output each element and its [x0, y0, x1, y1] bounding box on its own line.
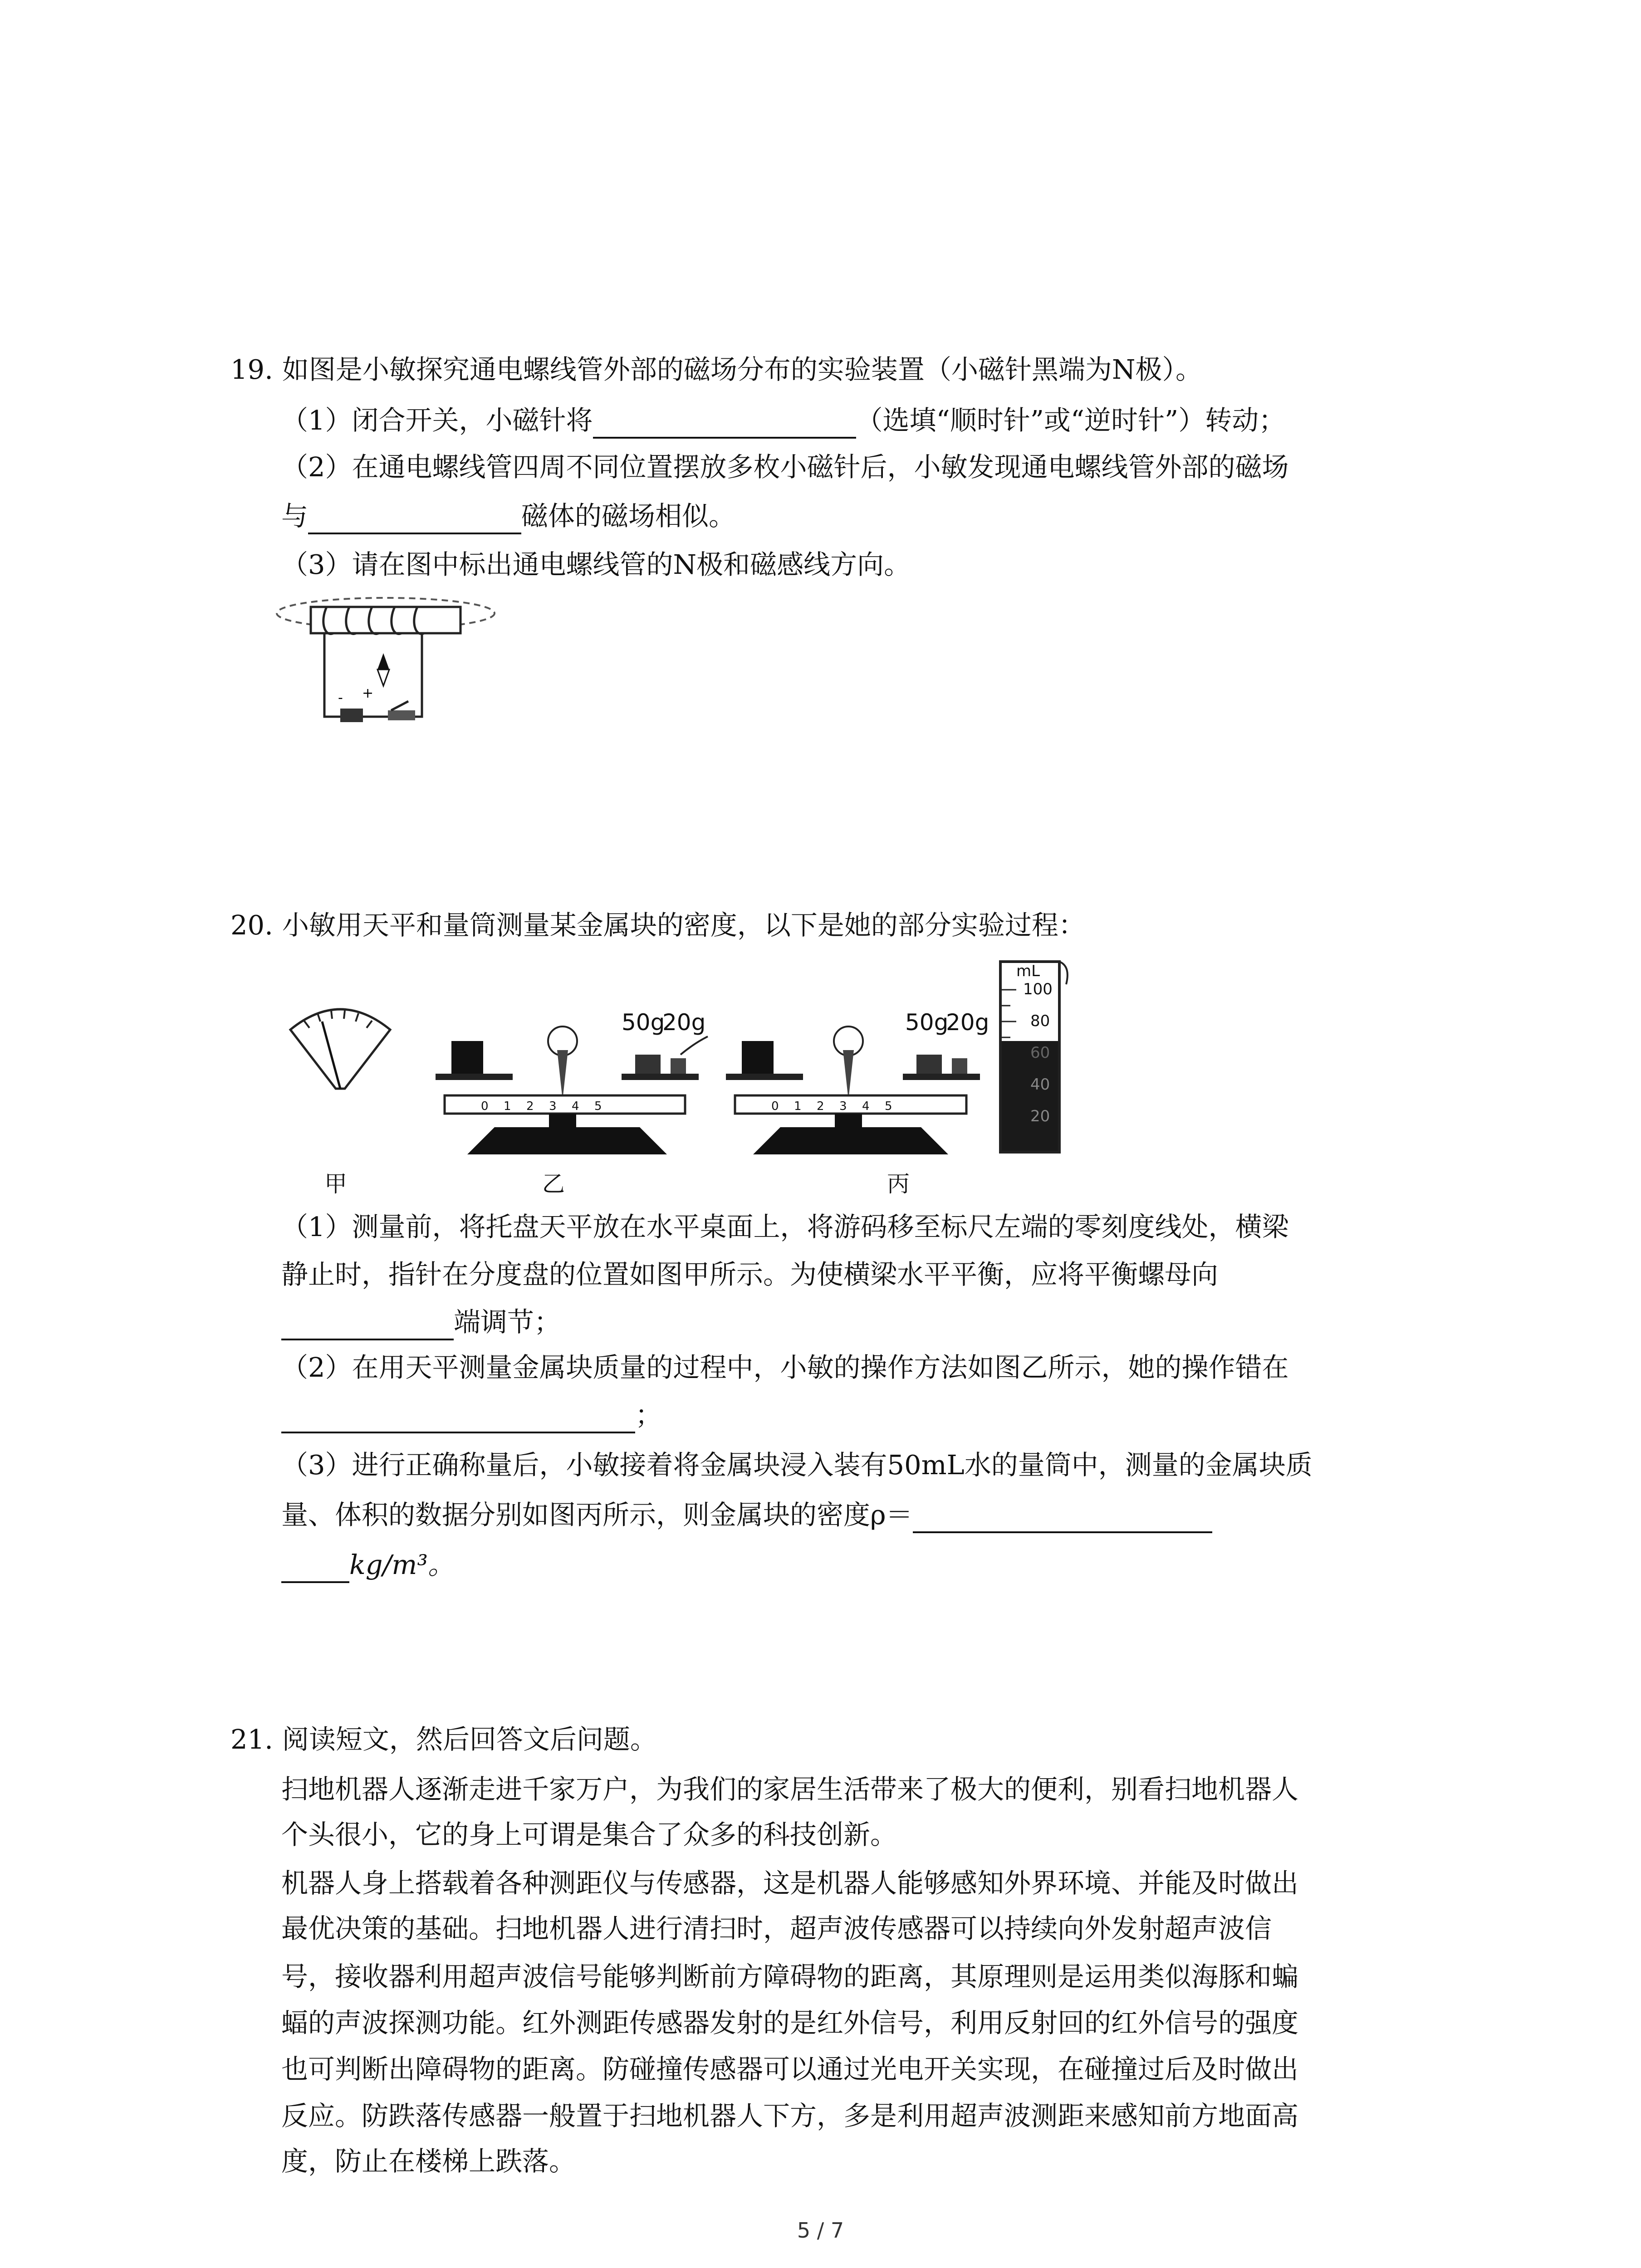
q20-part1-line3 — [281, 1304, 561, 1340]
q20-weight-50g-label-bing: 50g — [905, 1009, 949, 1036]
svg-text:40: 40 — [1030, 1075, 1050, 1094]
cylinder-unit: mL — [1016, 962, 1040, 980]
q20-weight-20g-label-yi: 20g — [662, 1009, 706, 1036]
weight-20g — [671, 1058, 686, 1074]
q19-part1-blank[interactable] — [593, 410, 856, 439]
q21-number: 21. — [230, 1724, 273, 1755]
svg-text:80: 80 — [1030, 1012, 1050, 1030]
q20-graduated-cylinder — [991, 957, 1073, 1157]
svg-text:1: 1 — [504, 1100, 511, 1113]
q20-part1-text-c: 端调节； — [454, 1306, 561, 1338]
q20-part2-line1 — [281, 1349, 1289, 1386]
q20-part3-line1 — [281, 1447, 1313, 1483]
q19-part3-text: （3）请在图中标出通电螺线管的N极和磁感线方向。 — [281, 549, 911, 580]
q19-part1-options: （选填“顺时针”或“逆时针”）转动； — [856, 405, 1286, 436]
q21-line: 个头很小，它的身上可谓是集合了众多的科技创新。 — [281, 1819, 897, 1850]
svg-text:4: 4 — [862, 1100, 870, 1113]
left-pan-object — [451, 1041, 483, 1074]
q20-label-yi: 乙 — [542, 1171, 565, 1197]
q20-weight-20g-label-bing: 20g — [946, 1009, 989, 1036]
svg-text:100: 100 — [1023, 980, 1053, 998]
q20-part1-blank[interactable] — [281, 1311, 454, 1340]
q20-part3-line3 — [281, 1547, 455, 1583]
q21-line: 号，接收器利用超声波信号能够判断前方障碍物的距离，其原理则是运用类似海豚和蝙 — [281, 1961, 1299, 1992]
q21-line: 机器人身上搭载着各种测距仪与传感器，这是机器人能够感知外界环境、并能及时做出 — [281, 1867, 1299, 1899]
q20-part3-text-a: （3）进行正确称量后，小敏接着将金属块浸入装有50mL水的量筒中，测量的金属块质 — [281, 1449, 1313, 1481]
q21-line: 最优决策的基础。扫地机器人进行清扫时，超声波传感器可以持续向外发射超声波信 — [281, 1913, 1272, 1944]
q19-part1 — [281, 402, 1285, 439]
q20-weight-50g-label-yi: 50g — [622, 1009, 665, 1036]
q19-part2-blank[interactable] — [308, 505, 521, 534]
q20-part1-line1 — [281, 1209, 1289, 1245]
solenoid-core — [311, 607, 460, 633]
q19-stem — [230, 352, 1202, 388]
q21-line: 度，防止在楼梯上跌落。 — [281, 2146, 576, 2177]
q20-stem-text: 小敏用天平和量筒测量某金属块的密度，以下是她的部分实验过程： — [282, 909, 1085, 941]
q20-part2-text-a: （2）在用天平测量金属块质量的过程中，小敏的操作方法如图乙所示，她的操作错在 — [281, 1352, 1289, 1383]
q20-part3-blank[interactable] — [913, 1504, 1212, 1533]
q20-part3-line2 — [281, 1497, 1212, 1533]
q20-part3-unit: kg/m³。 — [349, 1549, 455, 1580]
q19-part2-line1 — [281, 449, 1289, 485]
q19-stem-text: 如图是小敏探究通电螺线管外部的磁场分布的实验装置（小磁针黑端为N极）。 — [282, 354, 1202, 385]
q20-part3-unit-blank[interactable] — [281, 1554, 349, 1583]
q19-solenoid-figure — [272, 590, 508, 744]
svg-text:0: 0 — [771, 1100, 779, 1113]
svg-text:5: 5 — [594, 1100, 602, 1113]
q20-part2-line2 — [281, 1397, 662, 1433]
q19-part2-line2 — [281, 498, 735, 534]
svg-text:5: 5 — [885, 1100, 892, 1113]
battery-plus-label: + — [362, 685, 374, 701]
q19-part2-text: （2）在通电螺线管四周不同位置摆放多枚小磁针后，小敏发现通电螺线管外部的磁场 — [281, 451, 1289, 483]
q19-part2-suffix: 磁体的磁场相似。 — [521, 500, 736, 532]
q19-number: 19. — [230, 354, 273, 385]
q20-stem — [230, 907, 1085, 943]
q21-line: 反应。防跌落传感器一般置于扫地机器人下方，多是利用超声波测距来感知前方地面高 — [281, 2100, 1299, 2131]
q20-part1-text-b: 静止时，指针在分度盘的位置如图甲所示。为使横梁水平平衡，应将平衡螺母向 — [281, 1259, 1219, 1290]
q20-number: 20. — [230, 909, 273, 941]
q20-label-bing: 丙 — [887, 1171, 910, 1197]
q21-line: 扫地机器人逐渐走进千家万户，为我们的家居生活带来了极大的便利，别看扫地机器人 — [281, 1774, 1299, 1805]
svg-text:3: 3 — [549, 1100, 557, 1113]
page-number: 5 / 7 — [797, 2218, 844, 2243]
weight-50g — [635, 1055, 661, 1074]
q19-part3 — [281, 547, 911, 583]
q20-part1-text-a: （1）测量前，将托盘天平放在水平桌面上，将游码移至标尺左端的零刻度线处，横梁 — [281, 1211, 1289, 1242]
switch-icon — [388, 701, 415, 720]
svg-text:3: 3 — [839, 1100, 847, 1113]
q21-stem-text: 阅读短文，然后回答文后问题。 — [282, 1724, 657, 1755]
svg-text:4: 4 — [572, 1100, 579, 1113]
q20-part2-text-b: ； — [635, 1399, 662, 1431]
battery-minus-label: - — [338, 690, 343, 706]
svg-text:20: 20 — [1030, 1107, 1050, 1125]
svg-text:2: 2 — [817, 1100, 824, 1113]
q21-line: 蝠的声波探测功能。红外测距传感器发射的是红外信号，利用反射回的红外信号的强度 — [281, 2007, 1299, 2038]
q20-label-jia: 甲 — [324, 1171, 347, 1197]
svg-text:1: 1 — [794, 1100, 802, 1113]
q21-stem — [230, 1721, 657, 1758]
battery-icon — [340, 709, 363, 722]
svg-text:0: 0 — [481, 1100, 489, 1113]
q19-part1-text: （1）闭合开关，小磁针将 — [281, 405, 593, 436]
compass-needle-icon — [377, 653, 389, 686]
q20-part3-text-b: 量、体积的数据分别如图丙所示，则金属块的密度ρ＝ — [281, 1499, 913, 1530]
q20-part2-blank[interactable] — [281, 1404, 635, 1433]
q21-line: 也可判断出障碍物的距离。防碰撞传感器可以通过光电开关实现，在碰撞过后及时做出 — [281, 2053, 1299, 2085]
q19-part2-prefix: 与 — [281, 500, 309, 532]
q20-part1-line2 — [281, 1256, 1218, 1293]
svg-text:2: 2 — [526, 1100, 534, 1113]
svg-text:60: 60 — [1030, 1044, 1050, 1062]
q20-fig-jia-dial — [286, 998, 395, 1125]
